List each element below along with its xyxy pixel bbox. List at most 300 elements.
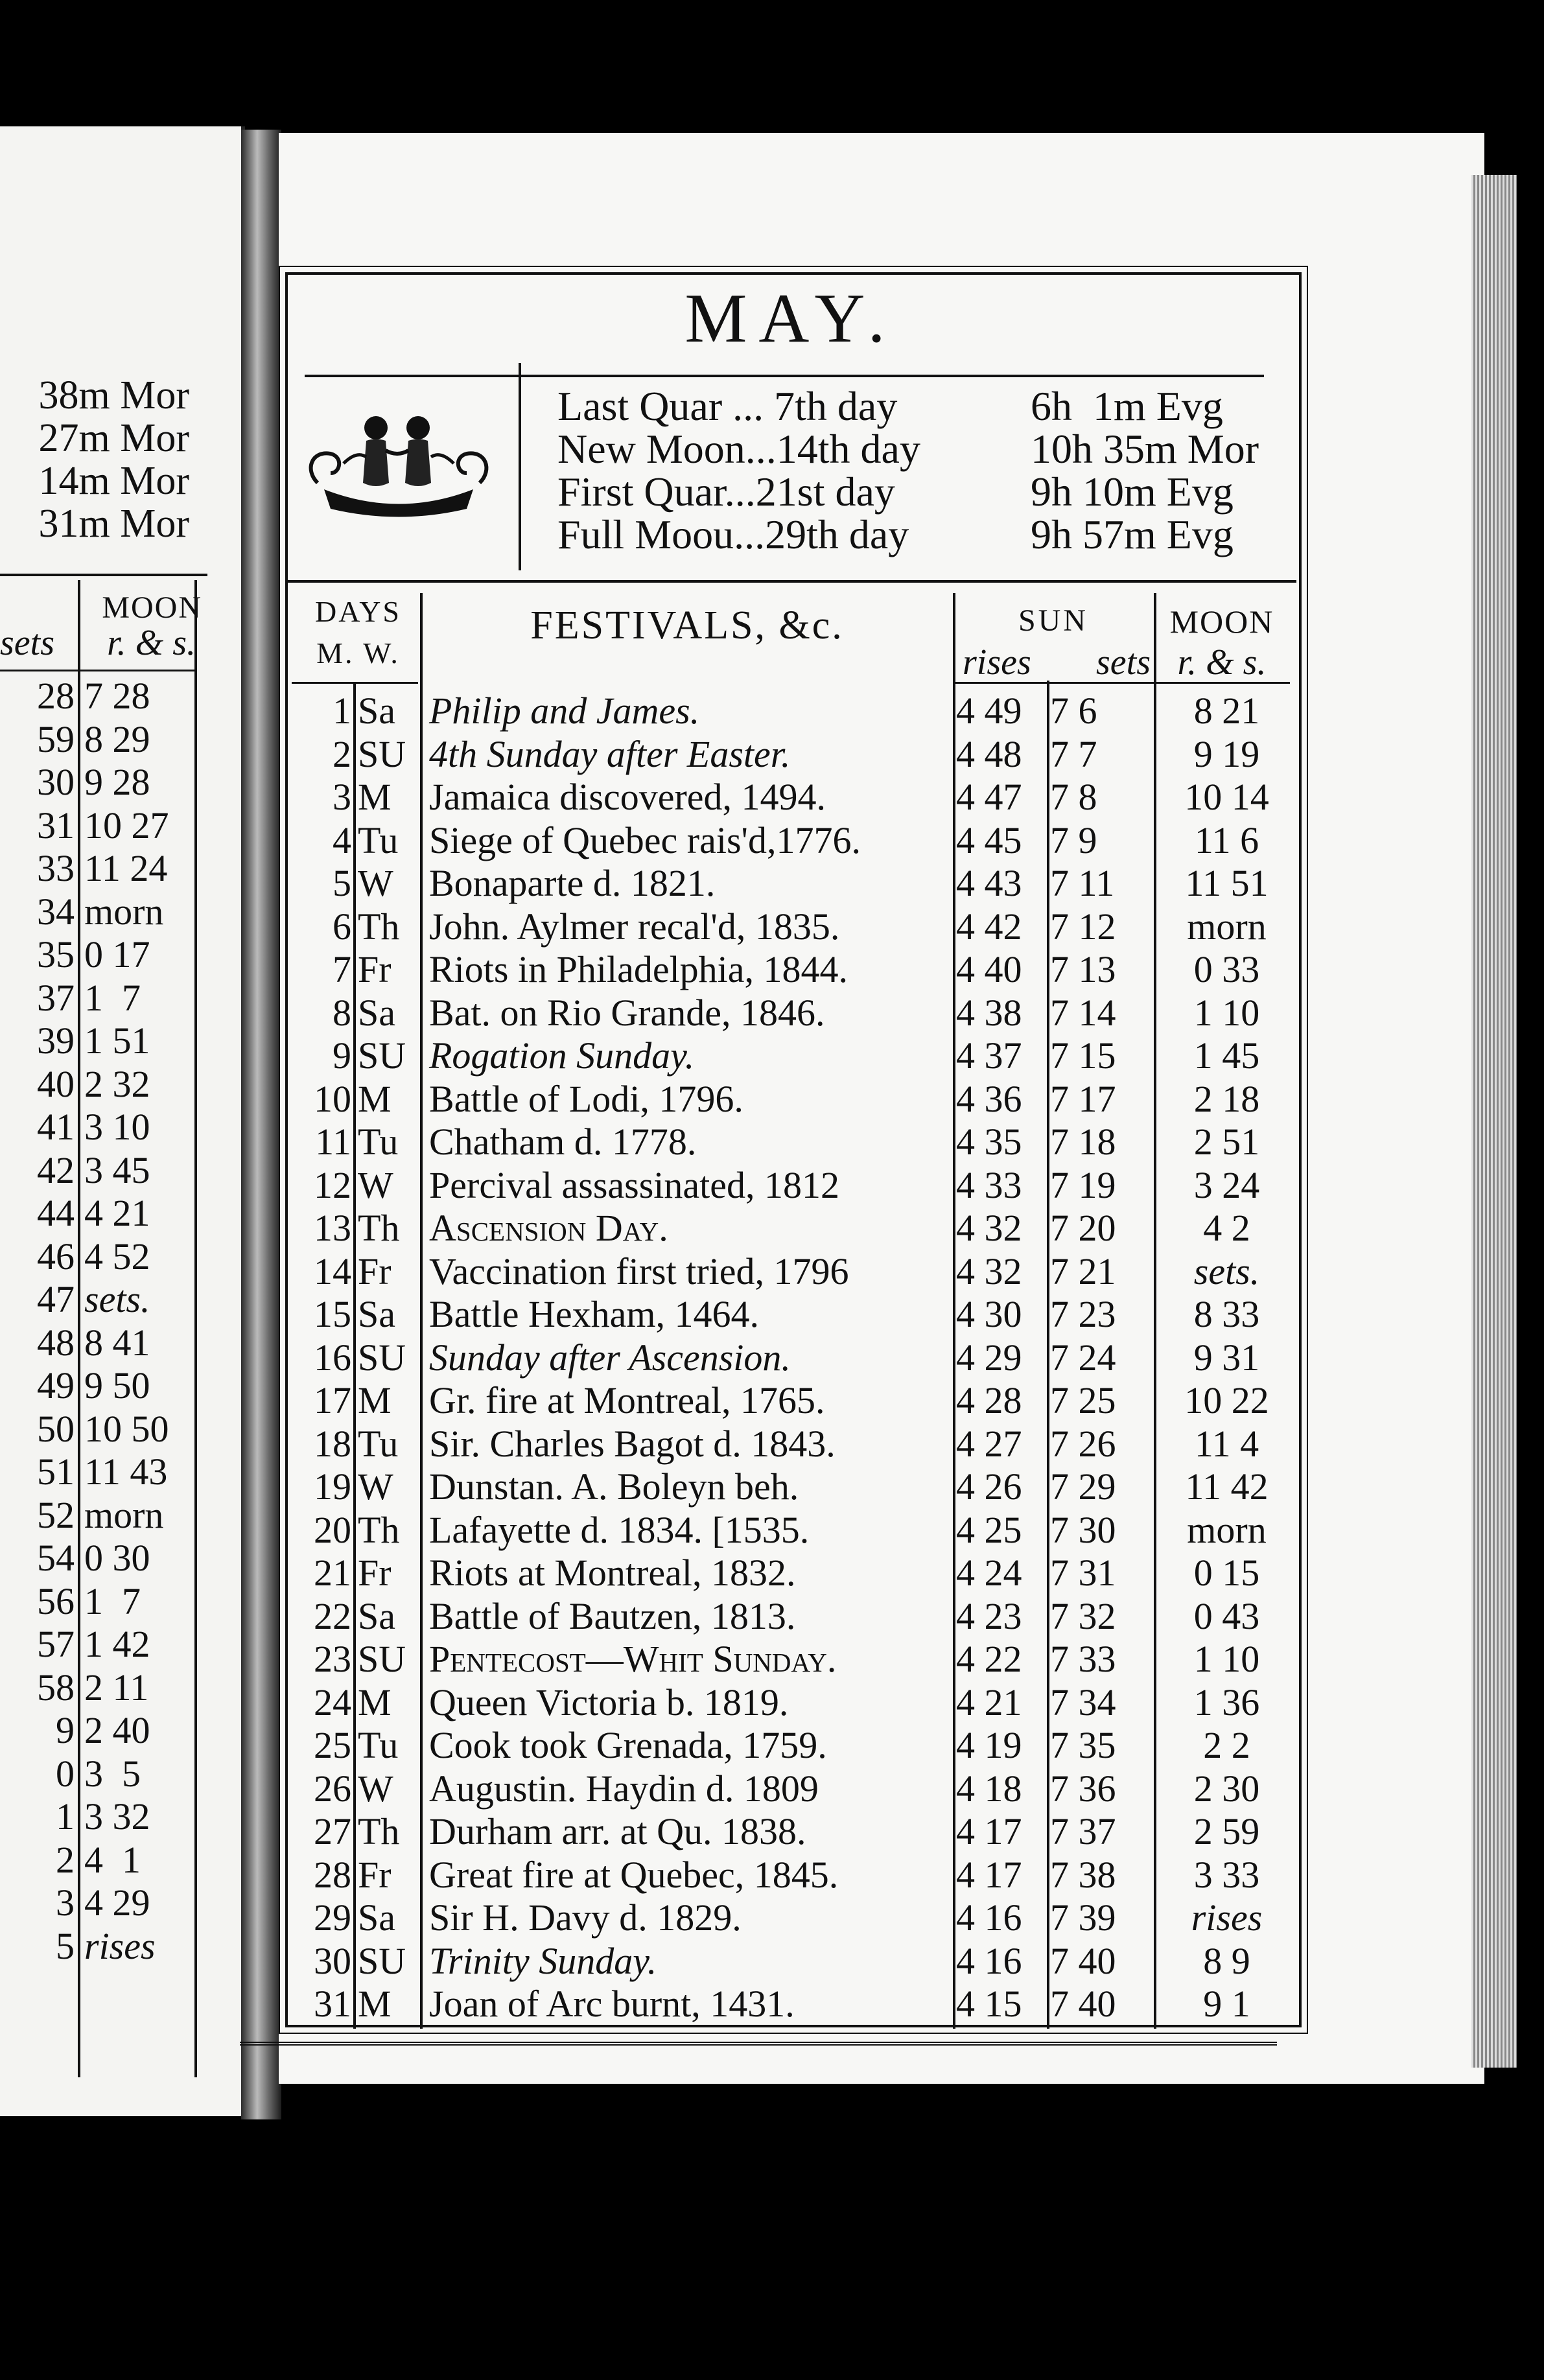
sunrise: 4 49 [956,690,1022,732]
sunset: 7 17 [1050,1077,1116,1120]
sunrise: 4 42 [956,905,1022,948]
sun-moon-subheader-rule [953,682,1290,684]
day-row [285,732,1296,776]
moon-rise-set: 2 2 [1203,1724,1250,1766]
day-number: 26 [314,1767,351,1810]
sunset: 7 11 [1050,862,1115,904]
previous-moon: sets. [84,1278,150,1320]
day-row [285,1681,1296,1724]
previous-row [0,1622,201,1666]
previous-header-rule [0,574,207,576]
sunset: 7 20 [1050,1207,1116,1249]
weekday: SU [358,1638,406,1680]
phase-name: Last Quar ... 7th day [557,383,898,429]
previous-sets: 0 [56,1752,75,1795]
sunset: 7 12 [1050,905,1116,948]
title-rule [305,375,1264,377]
phase-time: 6h 1m Evg [1031,383,1223,429]
weekday: Tu [358,1121,399,1163]
sunset: 7 19 [1050,1163,1116,1206]
day-number: 15 [314,1293,351,1335]
previous-sets: 46 [37,1235,75,1278]
moon-rise-set: morn [1187,905,1267,948]
day-row [285,1379,1296,1422]
previous-moon: morn [84,1493,164,1536]
moon-header: MOON [1169,603,1274,640]
sunrise: 4 40 [956,948,1022,990]
day-row [285,1896,1296,1939]
day-number: 22 [314,1594,351,1637]
previous-moon: 4 52 [84,1235,150,1278]
moon-rise-set: 0 15 [1193,1552,1260,1594]
sunset: 7 30 [1050,1508,1116,1551]
festival: Sir H. Davy d. 1829. [429,1896,742,1939]
sunset: 7 40 [1050,1983,1116,2025]
previous-rows [0,674,201,1967]
moon-rise-set: 11 6 [1194,819,1259,861]
previous-moon-subheader: r. & s. [107,623,196,663]
previous-sets: 33 [37,847,75,889]
phase-name: New Moon...14th day [557,426,920,472]
sunrise: 4 38 [956,991,1022,1034]
previous-sets: 39 [37,1020,75,1062]
previous-moon: 3 45 [84,1149,150,1191]
previous-sets: 48 [37,1321,75,1364]
sunset: 7 36 [1050,1767,1116,1810]
day-row [285,1250,1296,1293]
previous-moon: 3 10 [84,1106,150,1148]
weekday: SU [358,732,406,775]
previous-row [0,1450,201,1493]
day-row [285,1206,1296,1250]
moon-rise-set: 10 22 [1184,1379,1269,1421]
day-number: 11 [315,1121,351,1163]
festival: Trinity Sunday. [429,1939,657,1982]
moon-rise-set: 2 59 [1193,1810,1260,1852]
festival: Gr. fire at Montreal, 1765. [429,1379,825,1421]
previous-moon: 10 50 [84,1407,169,1450]
weekday: Sa [358,1594,395,1637]
previous-sets: 5 [56,1924,75,1967]
sunset: 7 26 [1050,1422,1116,1465]
previous-moon: 2 40 [84,1709,150,1751]
previous-moon: 11 43 [84,1451,168,1493]
sunrise: 4 17 [956,1810,1022,1852]
previous-row [0,1278,201,1321]
sunrise: 4 15 [956,1983,1022,2025]
previous-row [0,1752,201,1795]
sunset: 7 31 [1050,1552,1116,1594]
previous-row [0,1838,201,1882]
sunrise: 4 37 [956,1034,1022,1077]
previous-moon: 4 21 [84,1192,150,1234]
festival: Bat. on Rio Grande, 1846. [429,991,825,1034]
day-number: 16 [314,1336,351,1379]
weekday: Sa [358,991,395,1034]
weekday: W [358,1163,393,1206]
previous-phase-line: 27m Mor [38,416,189,460]
moon-rise-set: 1 10 [1193,991,1260,1034]
previous-moon: 3 32 [84,1795,150,1838]
day-number: 9 [333,1034,351,1077]
festival: Jamaica discovered, 1494. [429,776,826,818]
previous-sets: 41 [37,1106,75,1148]
weekday: SU [358,1939,406,1982]
sunrise: 4 28 [956,1379,1022,1421]
month-title: MAY. [684,280,897,357]
day-number: 30 [314,1939,351,1982]
previous-sets: 44 [37,1192,75,1234]
previous-moon: 9 50 [84,1364,150,1406]
days-header-label: DAYS [314,595,402,628]
day-row [285,1723,1296,1767]
weekday: Fr [358,1250,392,1292]
sunrise: 4 24 [956,1552,1022,1594]
sunrise: 4 17 [956,1853,1022,1896]
days-header [298,591,418,674]
weekday: Fr [358,1552,392,1594]
previous-page-content [0,126,241,2116]
day-number: 4 [333,819,351,861]
day-number: 13 [314,1207,351,1249]
previous-row [0,1924,201,1968]
previous-sets: 51 [37,1451,75,1493]
day-number: 3 [333,776,351,818]
day-number: 17 [314,1379,351,1421]
weekday: M [358,1379,392,1421]
moon-phase-row [557,425,1368,472]
previous-sets: 2 [56,1838,75,1881]
sunrise: 4 30 [956,1293,1022,1335]
sunrise: 4 32 [956,1250,1022,1292]
previous-row [0,1493,201,1537]
previous-phase-line: 14m Mor [38,459,189,503]
day-number: 28 [314,1853,351,1896]
sunrise: 4 19 [956,1724,1022,1766]
previous-moon: 3 5 [84,1752,141,1795]
day-row [285,1551,1296,1594]
day-number: 27 [314,1810,351,1852]
sunrise: 4 47 [956,776,1022,818]
previous-row [0,1407,201,1451]
day-row [285,991,1296,1034]
sunset: 7 14 [1050,991,1116,1034]
sunset: 7 25 [1050,1379,1116,1421]
moon-rise-set: 0 33 [1193,948,1260,990]
moon-rise-set: morn [1187,1508,1267,1551]
moon-phase-row [557,382,1368,429]
previous-moon: 10 27 [84,804,169,846]
previous-phase-line: 31m Mor [38,502,189,546]
sunrise: 4 43 [956,862,1022,904]
festival: Philip and James. [429,690,700,732]
weekday: W [358,1767,393,1810]
moon-rise-set: 11 42 [1185,1465,1269,1508]
zodiac-gemini-ornament [305,405,493,522]
day-number: 21 [314,1552,351,1594]
previous-row [0,1580,201,1623]
previous-sets: 59 [37,718,75,760]
sunrise: 4 22 [956,1638,1022,1680]
weekday: Th [358,905,400,948]
calendar-rows [285,689,1296,2025]
moon-rise-set: 9 31 [1193,1336,1260,1379]
previous-row [0,846,201,890]
sunset: 7 29 [1050,1465,1116,1508]
weekday: Fr [358,1853,392,1896]
sunrise: 4 18 [956,1767,1022,1810]
day-number: 19 [314,1465,351,1508]
previous-sets: 1 [56,1795,75,1838]
moon-phase-row [557,468,1368,515]
phase-name: Full Moou...29th day [557,511,909,557]
previous-row [0,1235,201,1278]
day-row [285,1077,1296,1121]
day-number: 12 [314,1163,351,1206]
weekday: Th [358,1508,400,1551]
days-header-sub: M. W. [316,636,400,670]
sunset: 7 13 [1050,948,1116,990]
day-number: 14 [314,1250,351,1292]
sunrise: 4 36 [956,1077,1022,1120]
day-row [285,861,1296,905]
festival: Dunstan. A. Boleyn beh. [429,1465,799,1508]
day-number: 20 [314,1508,351,1551]
festival: Joan of Arc burnt, 1431. [429,1983,795,2025]
day-row [285,1767,1296,1810]
sunset: 7 40 [1050,1939,1116,1982]
moon-rise-set: 2 18 [1193,1077,1260,1120]
previous-moon: 4 29 [84,1882,150,1924]
sun-header: SUN [1018,603,1089,638]
moon-rise-set: 11 4 [1194,1422,1259,1465]
moon-rise-set: 3 33 [1193,1853,1260,1896]
day-row [285,1810,1296,1853]
day-row [285,1982,1296,2025]
previous-moon: 1 7 [84,976,141,1019]
previous-sets: 54 [37,1537,75,1579]
sunset: 7 15 [1050,1034,1116,1077]
previous-row [0,760,201,804]
festival: Percival assassinated, 1812 [429,1163,840,1206]
previous-moon: 2 11 [84,1666,149,1709]
sunrise: 4 25 [956,1508,1022,1551]
festival: Sunday after Ascension. [429,1336,791,1379]
sunset: 7 8 [1050,776,1097,818]
moon-rise-set: 4 2 [1203,1207,1250,1249]
previous-sets: 58 [37,1666,75,1709]
page-edges [1471,175,1517,2068]
weekday: M [358,776,392,818]
sunrise: 4 32 [956,1207,1022,1249]
weekday: Sa [358,690,395,732]
weekday: W [358,1465,393,1508]
sunrise: 4 45 [956,819,1022,861]
phase-time: 10h 35m Mor [1031,426,1259,472]
previous-subheader-rule [0,670,194,671]
festival: Ascension Day. [429,1207,668,1249]
day-number: 8 [333,991,351,1034]
festival: Augustin. Haydin d. 1809 [429,1767,819,1810]
weekday: Th [358,1207,400,1249]
moon-rise-set: rises [1191,1896,1263,1939]
day-row [285,1336,1296,1379]
moon-rise-set: 9 19 [1193,732,1260,775]
page-bottom-rule [240,2042,1277,2046]
festival: Queen Victoria b. 1819. [429,1681,789,1723]
moon-rise-set: 1 36 [1193,1681,1260,1723]
moon-rise-set: 0 43 [1193,1594,1260,1637]
weekday: SU [358,1336,406,1379]
moon-phases [557,382,1368,557]
moon-rise-set: 10 14 [1184,776,1269,818]
moon-rise-set: 8 9 [1203,1939,1250,1982]
sunrise: 4 29 [956,1336,1022,1379]
sunrise: 4 27 [956,1422,1022,1465]
previous-moon: 9 28 [84,761,150,803]
previous-row [0,1881,201,1924]
festival: Cook took Grenada, 1759. [429,1724,827,1766]
previous-moon: 8 41 [84,1321,150,1364]
weekday: Tu [358,1724,399,1766]
previous-sets-header: sets [0,623,54,663]
sunset: 7 37 [1050,1810,1116,1852]
previous-row [0,674,201,718]
previous-moon: 7 28 [84,675,150,717]
weekday: Th [358,1810,400,1852]
sunrise: 4 35 [956,1121,1022,1163]
sunrise: 4 48 [956,732,1022,775]
weekday: W [358,862,393,904]
sunrise: 4 26 [956,1465,1022,1508]
previous-sets: 52 [37,1493,75,1536]
previous-row [0,1795,201,1838]
previous-page [0,126,245,2116]
day-number: 6 [333,905,351,948]
previous-moon: 11 24 [84,847,168,889]
festival: Rogation Sunday. [429,1034,695,1077]
previous-sets: 42 [37,1149,75,1191]
previous-moon: 1 42 [84,1623,150,1665]
day-number: 25 [314,1724,351,1766]
previous-sets: 47 [37,1278,75,1320]
previous-moon: rises [84,1924,156,1967]
previous-row [0,933,201,976]
moon-rise-set: 2 51 [1193,1121,1260,1163]
festival: Vaccination first tried, 1796 [429,1250,849,1292]
moon-rise-set: 9 1 [1203,1983,1250,2025]
previous-sets: 34 [37,890,75,933]
previous-sets: 49 [37,1364,75,1406]
table-header-rule [285,580,1296,583]
sunset: 7 7 [1050,732,1097,775]
weekday: Sa [358,1896,395,1939]
festival: Great fire at Quebec, 1845. [429,1853,839,1896]
moon-rise-set: 1 10 [1193,1638,1260,1680]
weekday: M [358,1681,392,1723]
weekday: SU [358,1034,406,1077]
previous-moon: 4 1 [84,1838,141,1881]
previous-sets: 50 [37,1407,75,1450]
day-number: 24 [314,1681,351,1723]
day-row [285,948,1296,991]
previous-row [0,1149,201,1192]
day-number: 1 [333,690,351,732]
festivals-header: FESTIVALS, &c. [530,603,844,648]
sunset: 7 6 [1050,690,1097,732]
sunset: 7 32 [1050,1594,1116,1637]
day-row [285,775,1296,819]
phase-time: 9h 57m Evg [1031,511,1234,557]
phase-divider [519,363,521,570]
previous-moon: 0 17 [84,933,150,975]
day-row [285,1422,1296,1465]
previous-sets: 37 [37,976,75,1019]
weekday: Fr [358,948,392,990]
moon-rise-set: 2 30 [1193,1767,1260,1810]
previous-row [0,1105,201,1149]
weekday: Sa [358,1293,395,1335]
moon-rise-set: 1 45 [1193,1034,1260,1077]
day-row [285,689,1296,732]
sunset: 7 21 [1050,1250,1116,1292]
day-number: 29 [314,1896,351,1939]
previous-sets: 57 [37,1623,75,1665]
previous-row [0,1709,201,1752]
previous-moon: 8 29 [84,718,150,760]
festival: Siege of Quebec rais'd,1776. [429,819,861,861]
previous-row [0,718,201,761]
sunrise: 4 21 [956,1681,1022,1723]
day-number: 2 [333,732,351,775]
previous-moon-header: MOON [102,590,202,625]
previous-sets: 56 [37,1580,75,1622]
previous-sets: 40 [37,1062,75,1105]
day-row [285,819,1296,862]
sunrise: 4 33 [956,1163,1022,1206]
weekday: M [358,1983,392,2025]
day-row [285,905,1296,948]
day-number: 7 [333,948,351,990]
day-row [285,1939,1296,1983]
day-number: 31 [314,1983,351,2025]
day-row [285,1292,1296,1336]
sunset: 7 24 [1050,1336,1116,1379]
previous-sets: 35 [37,933,75,975]
sunset: 7 33 [1050,1638,1116,1680]
festival: Battle of Lodi, 1796. [429,1077,743,1120]
day-row [285,1508,1296,1552]
sunrise: 4 16 [956,1896,1022,1939]
festival: Chatham d. 1778. [429,1121,697,1163]
sunset: 7 18 [1050,1121,1116,1163]
days-subheader-rule [292,682,418,684]
previous-phase-line: 38m Mor [38,373,189,417]
book-gutter [241,130,281,2119]
festival: Durham arr. at Qu. 1838. [429,1810,806,1852]
festival: Battle Hexham, 1464. [429,1293,760,1335]
previous-moon: 0 30 [84,1537,150,1579]
moon-rise-set: 8 33 [1193,1293,1260,1335]
previous-row [0,890,201,933]
sunset: 7 35 [1050,1724,1116,1766]
moon-subheader: r. & s. [1177,642,1267,682]
weekday: Tu [358,819,399,861]
previous-row [0,1019,201,1062]
day-row [285,1637,1296,1681]
day-row [285,1163,1296,1207]
sun-rises-header: rises [963,642,1031,682]
